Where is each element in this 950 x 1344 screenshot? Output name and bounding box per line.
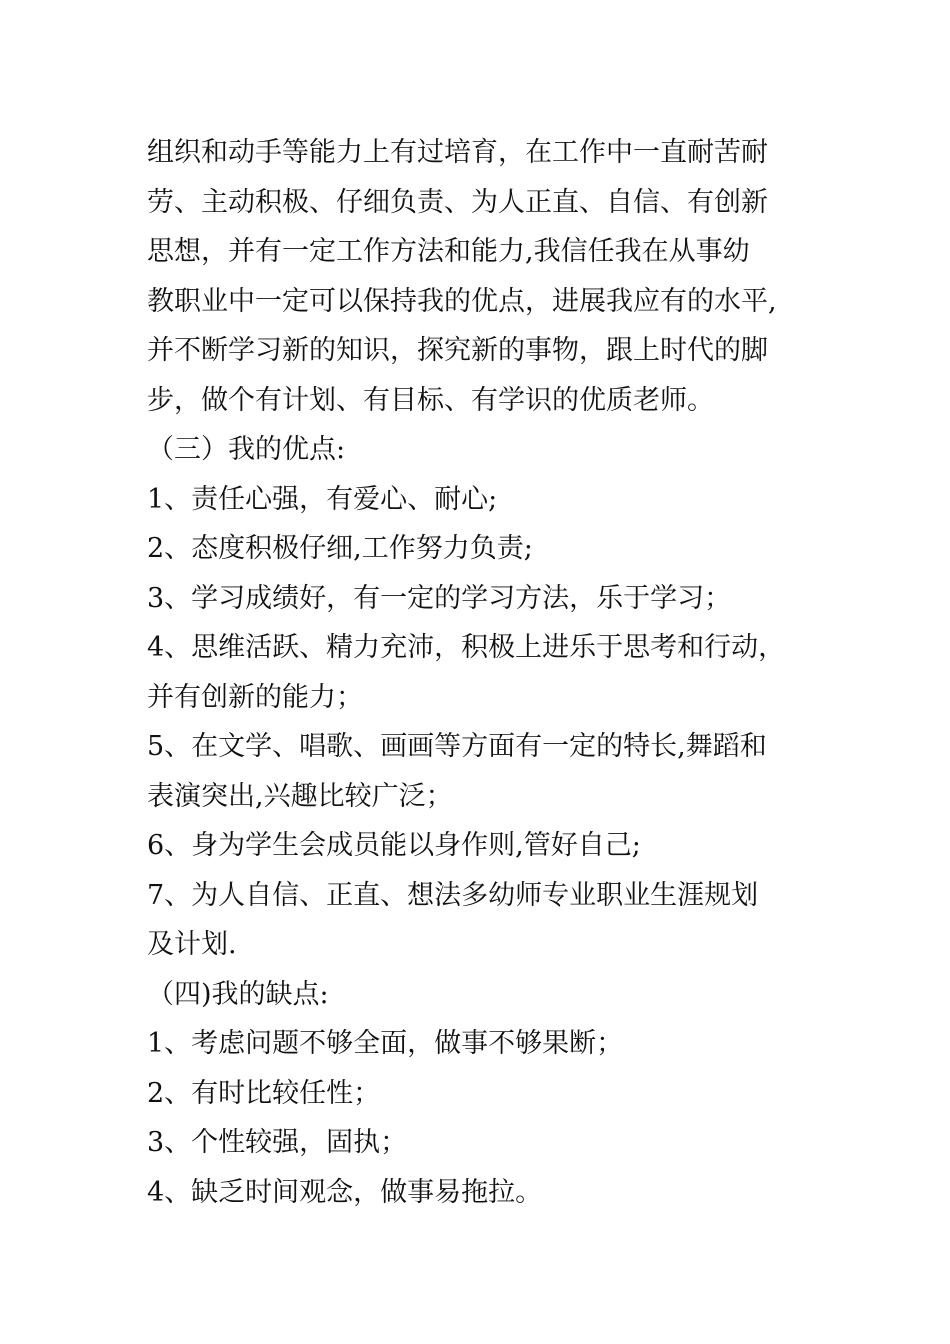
paragraph-line: 组织和动手等能力上有过培育，在工作中一直耐苦耐 [147, 137, 768, 168]
list-item: 2、态度积极仔细,工作努力负责; [147, 533, 533, 564]
list-item: 7、为人自信、正直、想法多幼师专业职业生涯规划 [147, 879, 759, 911]
list-item: 1、考虑问题不够全面，做事不够果断； [147, 1028, 624, 1059]
list-item: 1、责任心强，有爱心、耐心; [147, 483, 498, 515]
list-item: 3、个性较强，固执； [147, 1127, 408, 1158]
paragraph-line: 并不断学习新的知识，探究新的事物，跟上时代的脚 [147, 335, 768, 366]
paragraph-line: 劳、主动积极、仔细负责、为人正直、自信、有创新 [147, 186, 768, 218]
list-item: 4、思维活跃、精力充沛，积极上进乐于思考和行动， [147, 632, 786, 663]
list-item-continuation: 及计划. [147, 929, 237, 960]
list-item-continuation: 并有创新的能力； [147, 681, 363, 713]
section-heading-strengths: （三）我的优点: [147, 434, 346, 465]
list-item-continuation: 表演突出,兴趣比较广泛； [147, 780, 453, 812]
list-item: 6、身为学生会成员能以身作则,管好自己; [147, 830, 641, 861]
list-item: 3、学习成绩好，有一定的学习方法，乐于学习； [147, 582, 732, 614]
list-item: 4、缺乏时间观念，做事易拖拉。 [147, 1176, 543, 1208]
paragraph-line: 思想，并有一定工作方法和能力,我信任我在从事幼 [147, 236, 750, 267]
document-body [147, 128, 827, 1217]
section-heading-weaknesses: （四)我的缺点: [147, 978, 329, 1010]
paragraph-line: 教职业中一定可以保持我的优点，进展我应有的水平, [147, 285, 777, 317]
list-item: 5、在文学、唱歌、画画等方面有一定的特长,舞蹈和 [147, 731, 767, 762]
paragraph-line: 步，做个有计划、有目标、有学识的优质老师。 [147, 384, 714, 416]
list-item: 2、有时比较任性； [147, 1077, 381, 1109]
